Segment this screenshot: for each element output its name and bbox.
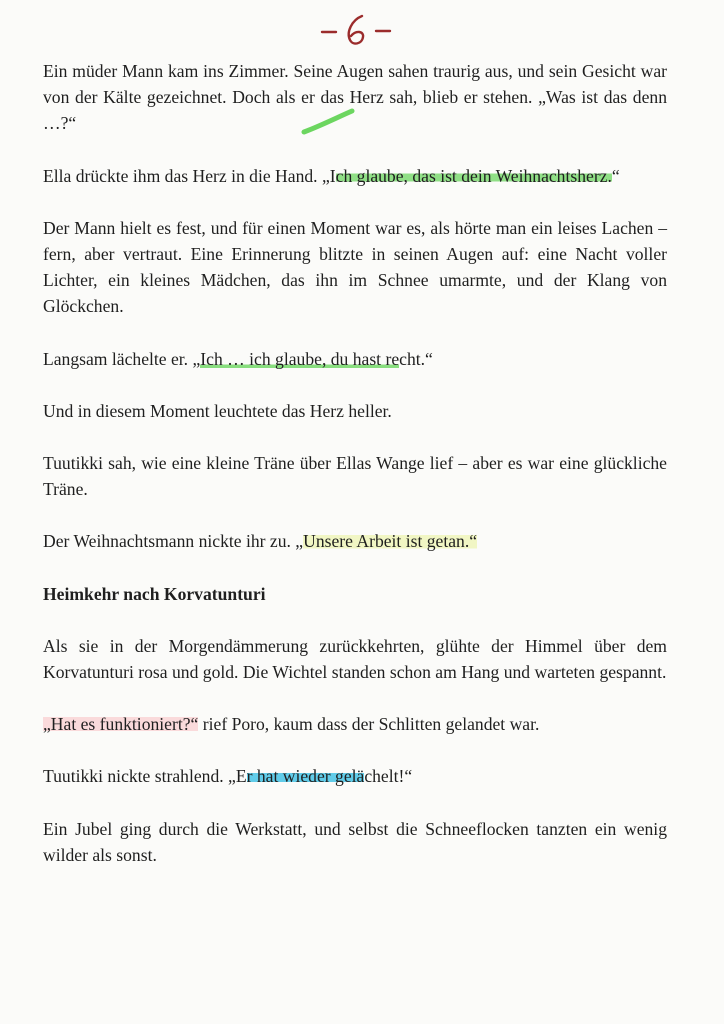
paragraph-9 — [43, 711, 667, 737]
pink-highlight: „Hat es funktioniert?“ — [43, 714, 199, 735]
page-number-text: -6- — [358, 48, 360, 49]
paragraph-4 — [43, 346, 667, 372]
green-underline-highlight: Ich … ich glaube, du hast re — [200, 348, 400, 369]
paragraph-1 — [43, 58, 667, 137]
paragraph-10 — [43, 763, 667, 789]
green-highlight: ch glaube, das ist dein Weihnachtsherz. — [335, 165, 612, 186]
paragraph-11: Ein Jubel ging durch die Werkstatt, und selbst die Schneeflocken tanzten ein wenig wilder als sonst. — [43, 818, 667, 865]
paragraph-2-text: Ella drückte ihm das Herz in die Hand. „I — [43, 165, 336, 186]
paragraph-2-tail: “ — [611, 165, 620, 186]
paragraph-2 — [43, 163, 667, 189]
paragraph-10-tail: chelt!“ — [364, 766, 413, 787]
paragraph-7-text: Der Weihnachtsmann nickte ihr zu. „ — [43, 531, 304, 552]
paragraph-3: Der Mann hielt es fest, und für einen Moment war es, als hörte man ein leises Lachen – fern, aber vertraut. Eine Erinnerung blitzte in seinen Augen auf: eine Nacht voller Lichter, ein kleines Mädchen, das ihn im Schnee umarmte, und der Klang von Glöckchen. — [43, 217, 667, 317]
paragraph-10-text: Tuutikki nickte strahlend. „E — [43, 766, 247, 787]
section-heading: Heimkehr nach Korvatunturi — [43, 583, 266, 604]
paragraph-8: Als sie in der Morgendämmerung zurückkehrten, glühte der Himmel über dem Korvatunturi rosa und gold. Die Wichtel standen schon am Hang und warteten gespannt. — [43, 635, 667, 683]
paragraph-6: Tuutikki sah, wie eine kleine Träne über Ellas Wange lief – aber es war eine glückliche Träne. — [43, 453, 667, 500]
paragraph-4-text: Langsam lächelte er. „ — [43, 348, 201, 369]
document-body — [43, 58, 667, 868]
yellow-highlight: Unsere Arbeit ist getan.“ — [303, 531, 478, 552]
paragraph-7 — [43, 528, 667, 554]
handwritten-page-number — [318, 10, 398, 50]
paragraph-5: Und in diesem Moment leuchtete das Herz heller. — [43, 400, 392, 421]
paragraph-4-tail: cht.“ — [399, 348, 433, 369]
blue-highlight: r hat wieder gelä — [246, 766, 365, 787]
paragraph-9-tail: rief Poro, kaum dass der Schlitten gelandet war. — [198, 714, 540, 735]
paragraph-1-text: Ein müder Mann kam ins Zimmer. Seine Augen sahen traurig aus, und sein Gesicht war von der Kälte gezeichnet. Doch als er das Herz sah, blieb er stehen. „Was ist das denn …?“ — [43, 61, 667, 134]
